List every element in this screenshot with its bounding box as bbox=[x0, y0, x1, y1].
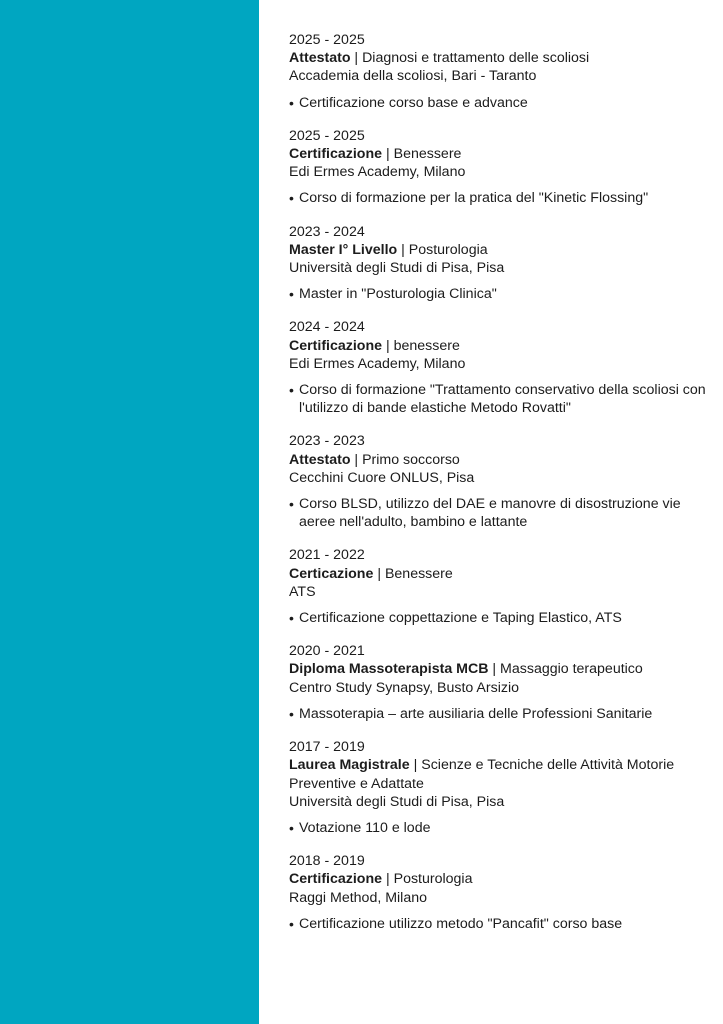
bullet-icon: • bbox=[289, 382, 294, 399]
separator: | bbox=[373, 565, 385, 582]
entry-heading bbox=[289, 145, 709, 163]
entry-category: Primo soccorso bbox=[362, 451, 460, 468]
entry-bullet-list bbox=[289, 381, 709, 417]
entry-category: Posturologia bbox=[393, 871, 473, 888]
bullet-icon: • bbox=[289, 915, 294, 932]
bullet-text: Corso di formazione "Trattamento conservativo della scoliosi con l'utilizzo di bande elastiche Metodo Rovatti" bbox=[299, 382, 706, 417]
bullet-icon: • bbox=[289, 190, 294, 207]
entry-institution: Raggi Method, Milano bbox=[289, 889, 428, 906]
bullet-icon: • bbox=[289, 705, 294, 722]
bullet-text: Master in "Posturologia Clinica" bbox=[299, 286, 497, 303]
bullet-text: Votazione 110 e lode bbox=[299, 819, 431, 836]
bullet-text: Corso BLSD, utilizzo del DAE e manovre di disostruzione vie aeree nell'adulto, bambino e lattante bbox=[299, 496, 681, 531]
education-entry bbox=[289, 223, 709, 304]
entry-bullet-list bbox=[289, 705, 709, 723]
entry-heading bbox=[289, 660, 709, 678]
list-item bbox=[289, 381, 709, 417]
entry-heading bbox=[289, 337, 709, 355]
entry-bullet-list bbox=[289, 285, 709, 303]
entry-institution: Università degli Studi di Pisa, Pisa bbox=[289, 793, 505, 810]
entry-institution: Università degli Studi di Pisa, Pisa bbox=[289, 260, 505, 277]
entry-category: Diagnosi e trattamento delle scoliosi bbox=[362, 50, 590, 67]
entry-bullet-list bbox=[289, 189, 709, 207]
entry-title: Attestato bbox=[289, 451, 351, 468]
entry-title: Laurea Magistrale bbox=[289, 757, 410, 774]
separator: | bbox=[350, 50, 363, 67]
entry-dates: 2023 - 2023 bbox=[289, 433, 365, 450]
bullet-icon: • bbox=[289, 819, 294, 836]
entry-bullet-list bbox=[289, 609, 709, 627]
education-entry bbox=[289, 31, 709, 112]
bullet-icon: • bbox=[289, 610, 294, 627]
bullet-text: Certificazione corso base e advance bbox=[299, 94, 528, 111]
separator: | bbox=[409, 757, 422, 774]
education-entry bbox=[289, 546, 709, 627]
entry-title: Certificazione bbox=[289, 337, 383, 354]
bullet-text: Certificazione utilizzo metodo "Pancafit" corso base bbox=[299, 915, 623, 932]
education-list bbox=[289, 31, 709, 948]
entry-bullet-list bbox=[289, 819, 709, 837]
entry-title: Certificazione bbox=[289, 871, 383, 888]
entry-institution: Accademia della scoliosi, Bari - Taranto bbox=[289, 68, 537, 85]
entry-bullet-list bbox=[289, 94, 709, 112]
bullet-icon: • bbox=[289, 94, 294, 111]
separator: | bbox=[382, 146, 394, 163]
list-item bbox=[289, 915, 709, 933]
list-item bbox=[289, 189, 709, 207]
entry-title: Attestato bbox=[289, 50, 351, 67]
bullet-text: Certificazione coppettazione e Taping Elastico, ATS bbox=[299, 610, 622, 627]
list-item bbox=[289, 285, 709, 303]
separator: | bbox=[350, 451, 363, 468]
bullet-text: Corso di formazione per la pratica del "Kinetic Flossing" bbox=[299, 190, 649, 207]
entry-heading bbox=[289, 451, 709, 469]
education-entry bbox=[289, 852, 709, 933]
entry-dates: 2018 - 2019 bbox=[289, 853, 365, 870]
entry-institution: Centro Study Synapsy, Busto Arsizio bbox=[289, 679, 519, 696]
entry-heading bbox=[289, 870, 709, 888]
bullet-icon: • bbox=[289, 496, 294, 513]
entry-institution: ATS bbox=[289, 583, 316, 600]
entry-category: Benessere bbox=[393, 146, 462, 163]
entry-institution: Edi Ermes Academy, Milano bbox=[289, 355, 466, 372]
entry-category: Posturologia bbox=[408, 241, 488, 258]
entry-category: Massaggio terapeutico bbox=[500, 661, 643, 678]
entry-dates: 2017 - 2019 bbox=[289, 739, 365, 756]
separator: | bbox=[488, 661, 501, 678]
list-item bbox=[289, 94, 709, 112]
list-item bbox=[289, 819, 709, 837]
sidebar-panel bbox=[0, 0, 259, 1024]
education-entry bbox=[289, 432, 709, 531]
entry-title: Master I° Livello bbox=[289, 241, 398, 258]
education-entry bbox=[289, 318, 709, 417]
entry-dates: 2021 - 2022 bbox=[289, 547, 365, 564]
bullet-text: Massoterapia – arte ausiliaria delle Professioni Sanitarie bbox=[299, 705, 653, 722]
entry-heading bbox=[289, 49, 709, 67]
separator: | bbox=[397, 241, 409, 258]
education-entry bbox=[289, 642, 709, 723]
entry-title: Diploma Massoterapista MCB bbox=[289, 661, 489, 678]
entry-dates: 2020 - 2021 bbox=[289, 643, 365, 660]
list-item bbox=[289, 495, 709, 531]
entry-category: benessere bbox=[393, 337, 460, 354]
bullet-icon: • bbox=[289, 286, 294, 303]
entry-dates: 2025 - 2025 bbox=[289, 127, 365, 144]
entry-heading bbox=[289, 756, 709, 792]
entry-institution: Edi Ermes Academy, Milano bbox=[289, 164, 466, 181]
entry-bullet-list bbox=[289, 915, 709, 933]
entry-category: Benessere bbox=[384, 565, 453, 582]
education-entry bbox=[289, 738, 709, 837]
entry-title: Certicazione bbox=[289, 565, 374, 582]
entry-heading bbox=[289, 241, 709, 259]
entry-heading bbox=[289, 565, 709, 583]
list-item bbox=[289, 705, 709, 723]
entry-dates: 2023 - 2024 bbox=[289, 223, 365, 240]
entry-category: Scienze e Tecniche delle Attività Motorie Preventive e Adattate bbox=[289, 757, 675, 792]
entry-dates: 2025 - 2025 bbox=[289, 32, 365, 48]
separator: | bbox=[382, 871, 394, 888]
separator: | bbox=[382, 337, 394, 354]
entry-dates: 2024 - 2024 bbox=[289, 319, 365, 336]
entry-bullet-list bbox=[289, 495, 709, 531]
entry-title: Certificazione bbox=[289, 146, 383, 163]
education-entry bbox=[289, 127, 709, 208]
entry-institution: Cecchini Cuore ONLUS, Pisa bbox=[289, 469, 475, 486]
list-item bbox=[289, 609, 709, 627]
